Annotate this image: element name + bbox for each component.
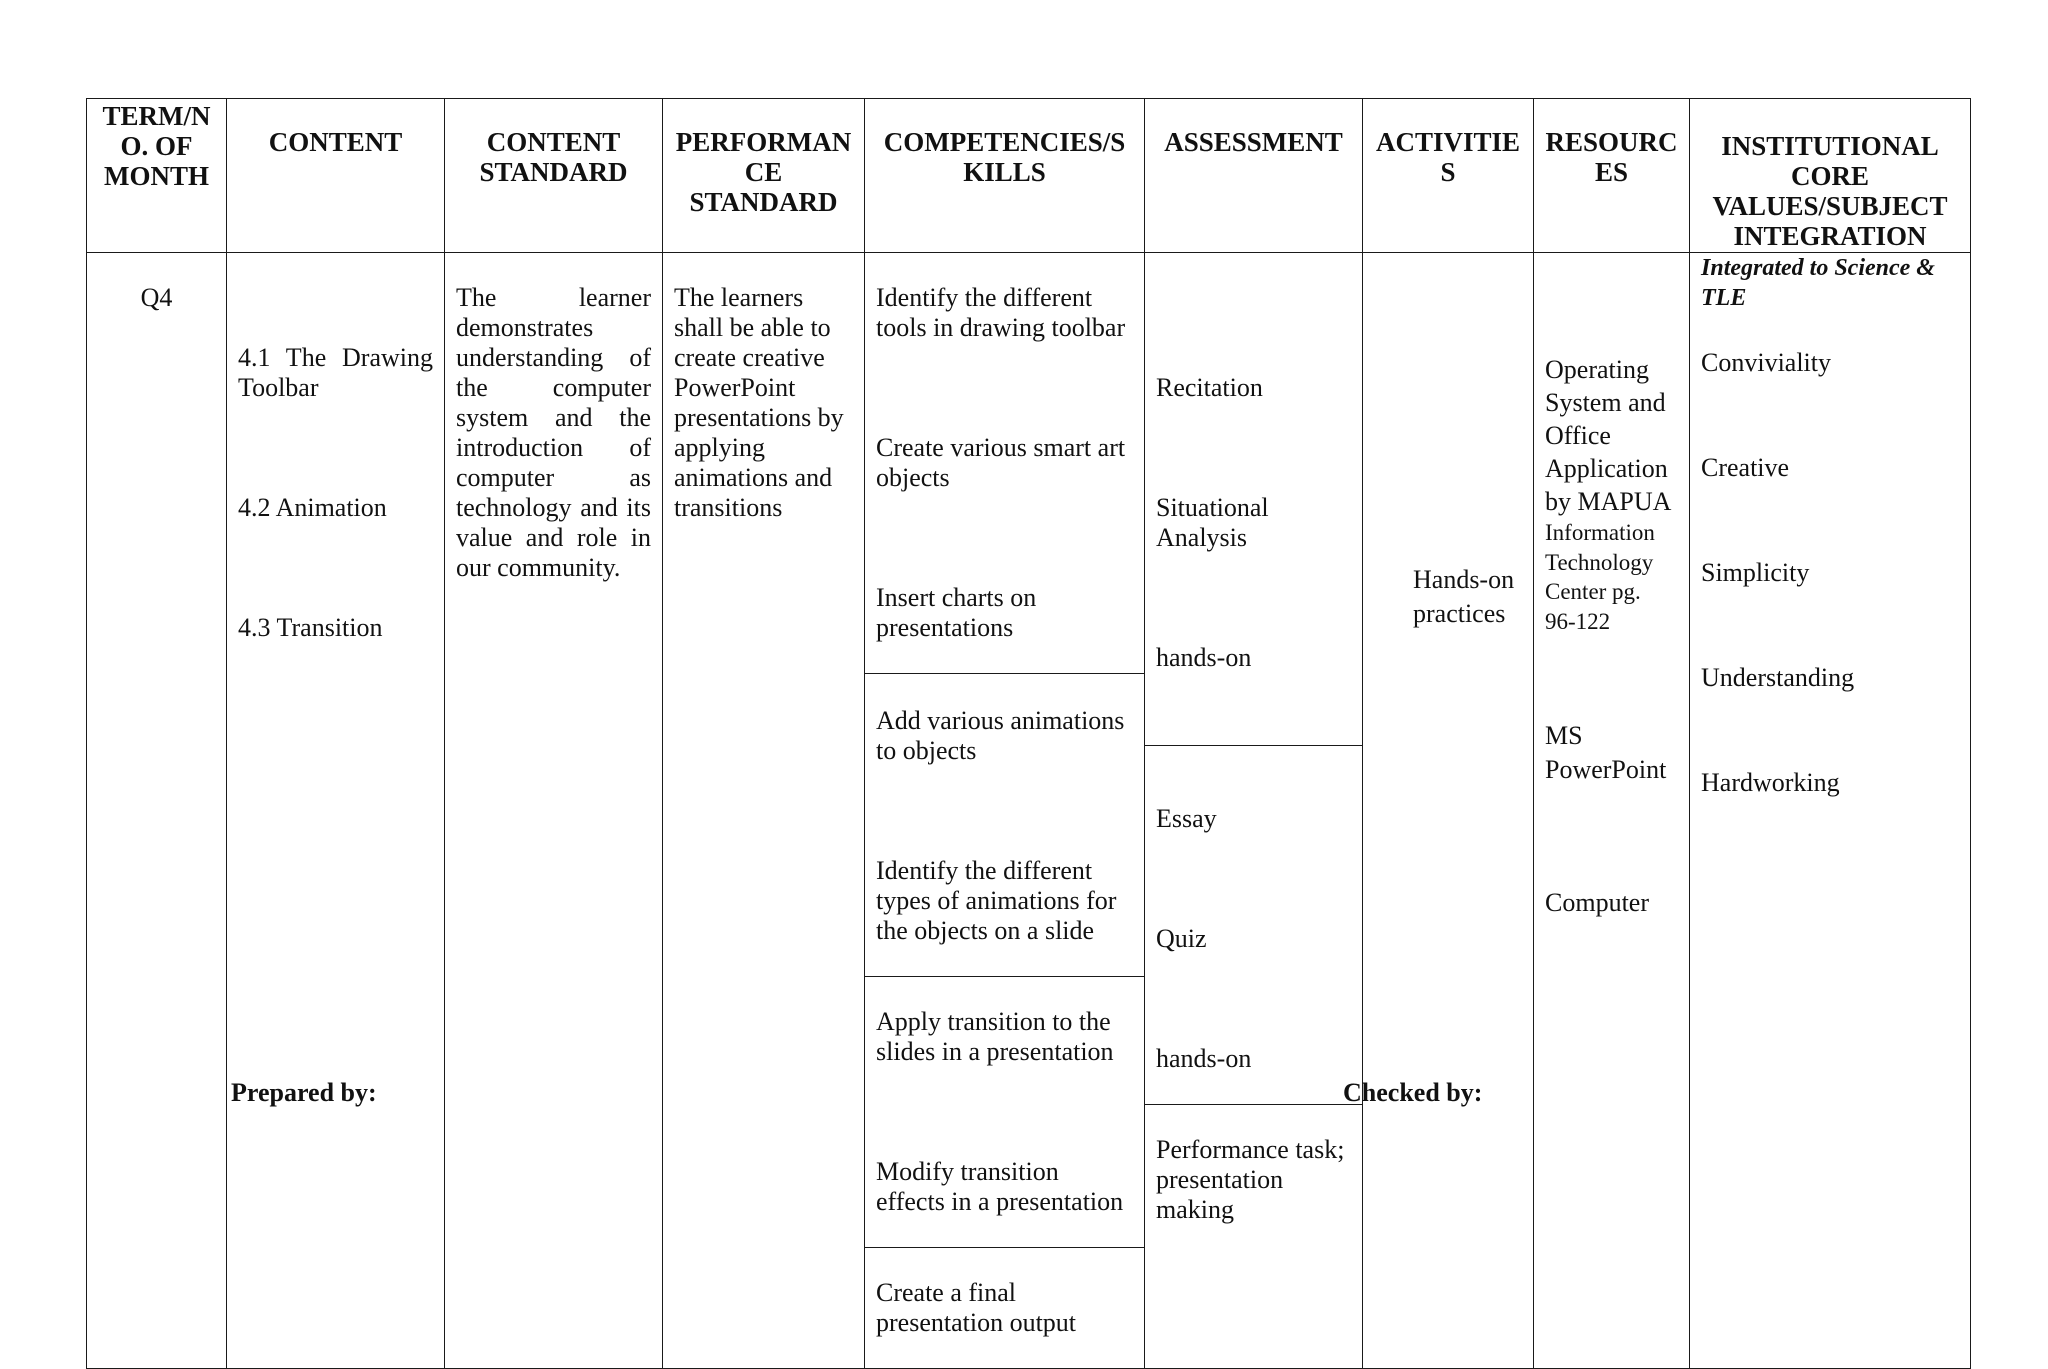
content-item: 4.1 The Drawing Toolbar [238,343,433,402]
header-row [87,99,1971,253]
resource-item: Operating System and Office Application by MAPUA [1545,355,1672,516]
prepared-by-label: Prepared by: [231,1078,377,1107]
competency-item: Insert charts on presentations [876,583,1037,642]
assessment-item: hands-on [1156,1043,1252,1073]
assessment-item: Quiz [1156,923,1207,953]
header-content: CONTENT [227,99,445,253]
assessment-cell [1145,253,1363,1369]
term-value: Q4 [140,283,173,312]
assessment-subtable [1145,253,1362,1368]
header-values: INSTITUTIONAL CORE VALUES/SUBJECT INTEGRATION [1690,99,1971,253]
activities-cell [1363,253,1534,1369]
competencies-cell [865,253,1145,1369]
competency-item: Create various smart art objects [876,433,1126,492]
header-assessment: ASSESSMENT [1145,99,1363,253]
checked-by-label: Checked by: [1343,1078,1483,1107]
competency-item: Apply transition to the slides in a presentation [876,1007,1114,1066]
competency-item: Modify transition effects in a presentation [876,1157,1124,1216]
assessment-item: Essay [1156,803,1217,833]
header-competencies: COMPETENCIES/S KILLS [865,99,1145,253]
value-item: Conviviality [1701,348,1831,377]
content-standard-text: The learner demonstrates understanding of the computer system and the introduction of computer as technology and its value and role in our community. [456,283,651,582]
assessment-item: Recitation [1156,373,1263,402]
header-term: TERM/N O. OF MONTH [87,99,227,253]
assessment-item: Performance task; presentation making [1156,1134,1345,1224]
competency-item: Add various animations to objects [876,706,1125,765]
activities-text: Hands-on practices [1413,565,1515,628]
resources-cell [1534,253,1690,1369]
value-item: Understanding [1701,663,1855,692]
integration-note: Integrated to Science & TLE [1701,255,1935,311]
header-activities: ACTIVITIE S [1363,99,1534,253]
assessment-item: Situational Analysis [1156,493,1269,552]
performance-standard-cell [663,253,865,1369]
content-item: 4.2 Animation [238,493,387,522]
competency-item: Create a final presentation output [876,1278,1077,1337]
header-resources: RESOURC ES [1534,99,1690,253]
resource-item: Computer [1545,888,1649,917]
competencies-subtable [865,253,1144,1368]
assessment-item: hands-on [1156,643,1252,672]
competency-item: Identify the different tools in drawing toolbar [876,283,1126,342]
competency-item: Identify the different types of animations for the objects on a slide [876,856,1117,945]
values-cell [1690,253,1971,1369]
content-standard-cell [445,253,663,1369]
quarter-row [87,253,1971,1369]
term-cell [87,253,227,1369]
value-item: Simplicity [1701,558,1810,587]
performance-standard-text: The learners shall be able to create creative PowerPoint presentations by applying animations and transitions [674,283,844,522]
content-item: 4.3 Transition [238,613,383,642]
content-cell [227,253,445,1369]
header-performance-standard: PERFORMAN CE STANDARD [663,99,865,253]
value-item: Creative [1701,453,1790,482]
resource-item-detail: Information Technology Center pg. 96-122 [1545,520,1655,634]
header-content-standard: CONTENT STANDARD [445,99,663,253]
resource-item: MS PowerPoint [1545,721,1667,784]
value-item: Hardworking [1701,768,1840,797]
curriculum-map-table [86,98,1971,1369]
